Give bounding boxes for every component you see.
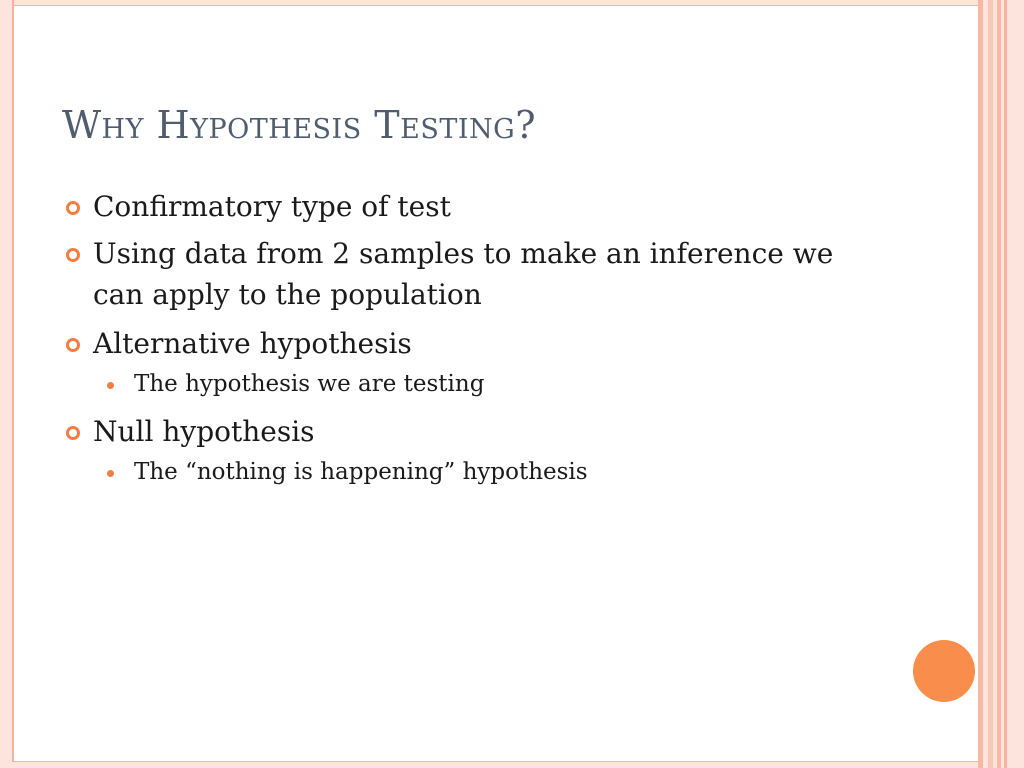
filled-dot-bullet-icon (107, 382, 114, 389)
hollow-circle-bullet-icon (66, 426, 80, 440)
right-border-stripe (1007, 0, 1024, 768)
slide-title: Why Hypothesis Testing? (62, 103, 537, 147)
hollow-circle-bullet-icon (66, 338, 80, 352)
bullet-text: Using data from 2 samples to make an inference we can apply to the population (93, 237, 834, 311)
hollow-circle-bullet-icon (66, 201, 80, 215)
bullet-item (62, 323, 882, 364)
bullet-item (62, 233, 882, 315)
bullet-list (62, 186, 882, 499)
bottom-border (0, 761, 1024, 768)
hollow-circle-bullet-icon (66, 248, 80, 262)
bullet-text: Confirmatory type of test (93, 190, 451, 223)
sub-bullet-item (62, 368, 882, 401)
bullet-item (62, 411, 882, 452)
sub-bullet-text: The “nothing is happening” hypothesis (134, 459, 588, 485)
bottom-border-line (12, 761, 978, 762)
sub-bullet-item (62, 456, 882, 489)
left-border-line (12, 0, 14, 768)
bullet-item (62, 186, 882, 227)
sub-bullet-text: The hypothesis we are testing (134, 371, 485, 397)
bullet-text: Null hypothesis (93, 415, 315, 448)
orange-circle-icon (913, 640, 975, 702)
bullet-text: Alternative hypothesis (93, 327, 412, 360)
filled-dot-bullet-icon (107, 470, 114, 477)
top-border-line (12, 5, 978, 6)
